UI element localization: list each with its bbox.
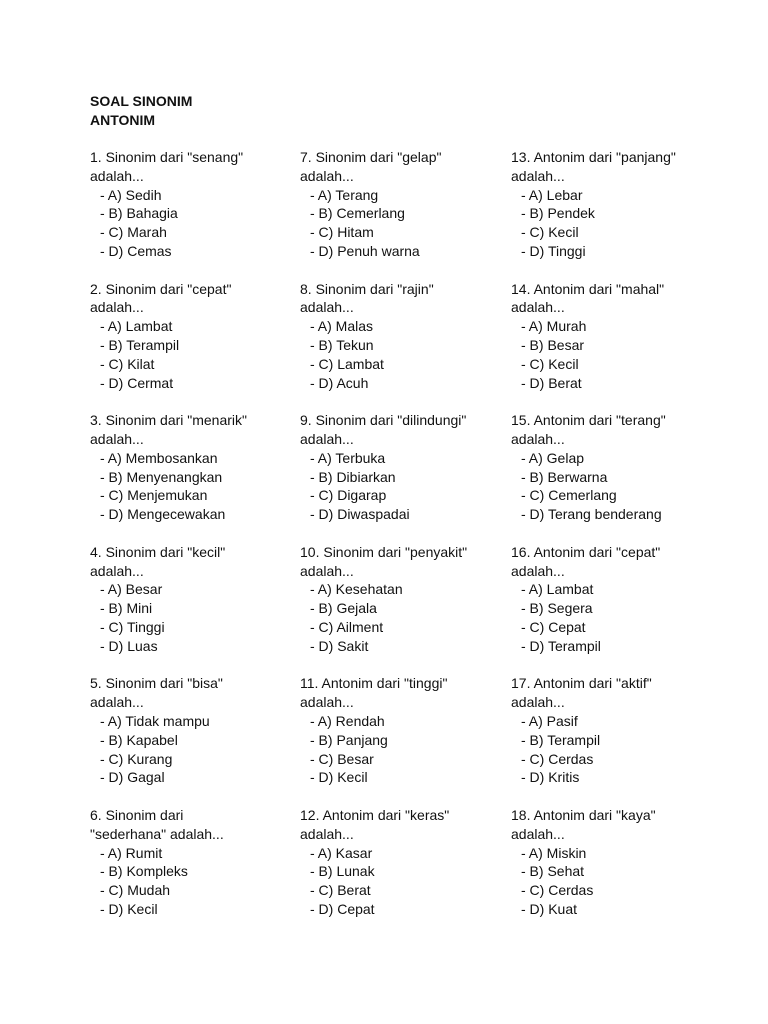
question-prompt: adalah... — [300, 167, 354, 184]
option-d: - D) Terampil — [521, 637, 601, 654]
option-c: - C) Cemerlang — [521, 487, 617, 504]
question-17 — [511, 674, 711, 806]
option-c: - C) Mudah — [100, 882, 171, 899]
question-prompt: adalah... — [511, 299, 565, 316]
question-prompt: adalah... — [300, 562, 354, 579]
question-4 — [90, 543, 290, 675]
option-d: - D) Kecil — [100, 900, 158, 917]
option-d: - D) Kuat — [521, 900, 578, 917]
question-prompt: adalah... — [511, 167, 565, 184]
question-prompt: adalah... — [300, 694, 354, 711]
option-d: - D) Diwaspadai — [310, 506, 410, 523]
question-16 — [511, 543, 711, 675]
option-a: - A) Sedih — [100, 186, 162, 203]
option-d: - D) Sakit — [310, 637, 369, 654]
question-prompt: adalah... — [90, 694, 144, 711]
question-prompt: adalah... — [511, 825, 565, 842]
question-text: 1. Sinonim dari "senang" — [90, 149, 244, 165]
option-a: - A) Lambat — [521, 581, 594, 598]
question-5 — [90, 674, 290, 806]
option-a: - A) Kesehatan — [310, 581, 403, 598]
option-a: - A) Lambat — [100, 318, 173, 335]
question-prompt: adalah... — [511, 430, 565, 447]
option-d: - D) Cepat — [310, 900, 375, 917]
option-b: - B) Berwarna — [521, 468, 608, 485]
question-6 — [90, 806, 290, 938]
option-c: - C) Kecil — [521, 224, 579, 241]
question-text: 5. Sinonim dari "bisa" — [90, 675, 223, 692]
question-text: 9. Sinonim dari "dilindungi" — [300, 412, 467, 429]
question-text: 8. Sinonim dari "rajin" — [300, 280, 434, 297]
question-18 — [511, 806, 711, 938]
question-12 — [300, 806, 500, 938]
question-text: 10. Sinonim dari "penyakit" — [300, 543, 468, 560]
option-c: - C) Kilat — [100, 355, 155, 372]
question-15 — [511, 411, 711, 543]
option-b: - B) Cemerlang — [310, 205, 405, 222]
option-a: - A) Kasar — [310, 844, 373, 861]
question-3 — [90, 411, 290, 543]
option-a: - A) Tidak mampu — [100, 712, 210, 729]
option-b: - B) Kompleks — [100, 863, 188, 880]
question-prompt: "sederhana" adalah... — [90, 825, 224, 842]
option-d: - D) Luas — [100, 637, 158, 654]
question-text: 2. Sinonim dari "cepat" — [90, 280, 232, 297]
option-c: - C) Cerdas — [521, 882, 594, 899]
option-b: - B) Tekun — [310, 336, 374, 353]
option-a: - A) Terbuka — [310, 449, 386, 466]
option-c: - C) Menjemukan — [100, 487, 208, 504]
option-b: - B) Kapabel — [100, 731, 178, 748]
option-a: - A) Pasif — [521, 712, 578, 729]
option-c: - C) Ailment — [310, 618, 384, 635]
question-prompt: adalah... — [90, 167, 144, 184]
option-c: - C) Kecil — [521, 355, 579, 372]
question-11 — [300, 674, 500, 806]
question-9 — [300, 411, 500, 543]
option-c: - C) Berat — [310, 882, 371, 899]
question-prompt: adalah... — [511, 694, 565, 711]
option-b: - B) Lunak — [310, 863, 375, 880]
option-c: - C) Hitam — [310, 224, 374, 241]
option-b: - B) Sehat — [521, 863, 585, 880]
question-prompt: adalah... — [300, 430, 354, 447]
question-14 — [511, 280, 711, 412]
option-a: - A) Rendah — [310, 712, 385, 729]
option-c: - C) Lambat — [310, 355, 384, 372]
title-line-2: ANTONIM — [90, 112, 156, 128]
question-prompt: adalah... — [90, 299, 144, 316]
option-a: - A) Terang — [310, 186, 379, 203]
option-c: - C) Kurang — [100, 750, 173, 767]
option-b: - B) Besar — [521, 336, 585, 353]
option-d: - D) Cermat — [100, 374, 174, 391]
question-text: 16. Antonim dari "cepat" — [511, 543, 661, 560]
question-text: 13. Antonim dari "panjang" — [511, 149, 676, 165]
option-c: - C) Digarap — [310, 487, 387, 504]
option-a: - A) Besar — [100, 581, 163, 598]
option-b: - B) Panjang — [310, 731, 388, 748]
option-c: - C) Cepat — [521, 618, 586, 635]
option-c: - C) Marah — [100, 224, 167, 241]
question-prompt: adalah... — [90, 562, 144, 579]
option-d: - D) Cemas — [100, 242, 172, 259]
option-b: - B) Gejala — [310, 600, 377, 617]
option-d: - D) Penuh warna — [310, 242, 420, 259]
option-b: - B) Mini — [100, 600, 153, 617]
option-c: - C) Cerdas — [521, 750, 594, 767]
question-column-2 — [300, 148, 500, 938]
option-a: - A) Malas — [310, 318, 374, 335]
question-column-1 — [90, 148, 290, 938]
option-a: - A) Rumit — [100, 844, 163, 861]
question-1 — [90, 148, 290, 280]
question-10 — [300, 543, 500, 675]
question-text: 7. Sinonim dari "gelap" — [300, 149, 442, 165]
question-column-3 — [511, 148, 711, 938]
option-b: - B) Terampil — [521, 731, 601, 748]
option-d: - D) Terang benderang — [521, 506, 662, 523]
option-c: - C) Tinggi — [100, 618, 165, 635]
option-d: - D) Mengecewakan — [100, 506, 226, 523]
question-text: 12. Antonim dari "keras" — [300, 806, 450, 823]
title-line-1: SOAL SINONIM — [90, 93, 193, 109]
option-b: - B) Terampil — [100, 336, 180, 353]
option-b: - B) Dibiarkan — [310, 468, 396, 485]
question-text: 17. Antonim dari "aktif" — [511, 675, 652, 692]
option-d: - D) Kritis — [521, 769, 580, 786]
question-prompt: adalah... — [300, 299, 354, 316]
option-b: - B) Pendek — [521, 205, 595, 222]
option-d: - D) Kecil — [310, 769, 368, 786]
question-2 — [90, 280, 290, 412]
option-b: - B) Bahagia — [100, 205, 178, 222]
question-text: 18. Antonim dari "kaya" — [511, 806, 656, 823]
question-7 — [300, 148, 500, 280]
option-a: - A) Membosankan — [100, 449, 218, 466]
option-a: - A) Lebar — [521, 186, 583, 203]
option-c: - C) Besar — [310, 750, 374, 767]
option-d: - D) Gagal — [100, 769, 165, 786]
question-prompt: adalah... — [511, 562, 565, 579]
option-a: - A) Miskin — [521, 844, 587, 861]
question-13 — [511, 148, 711, 280]
option-b: - B) Menyenangkan — [100, 468, 223, 485]
question-text: 14. Antonim dari "mahal" — [511, 280, 665, 297]
question-8 — [300, 280, 500, 412]
question-text: 4. Sinonim dari "kecil" — [90, 543, 226, 560]
question-prompt: adalah... — [300, 825, 354, 842]
option-d: - D) Acuh — [310, 374, 369, 391]
option-b: - B) Segera — [521, 600, 593, 617]
page-title — [90, 92, 192, 130]
question-text: 15. Antonim dari "terang" — [511, 412, 666, 429]
question-text: 3. Sinonim dari "menarik" — [90, 412, 248, 429]
question-prompt: adalah... — [90, 430, 144, 447]
question-text: 11. Antonim dari "tinggi" — [300, 675, 448, 692]
option-a: - A) Gelap — [521, 449, 585, 466]
option-d: - D) Berat — [521, 374, 582, 391]
option-a: - A) Murah — [521, 318, 587, 335]
question-text: 6. Sinonim dari — [90, 806, 184, 823]
option-d: - D) Tinggi — [521, 242, 586, 259]
